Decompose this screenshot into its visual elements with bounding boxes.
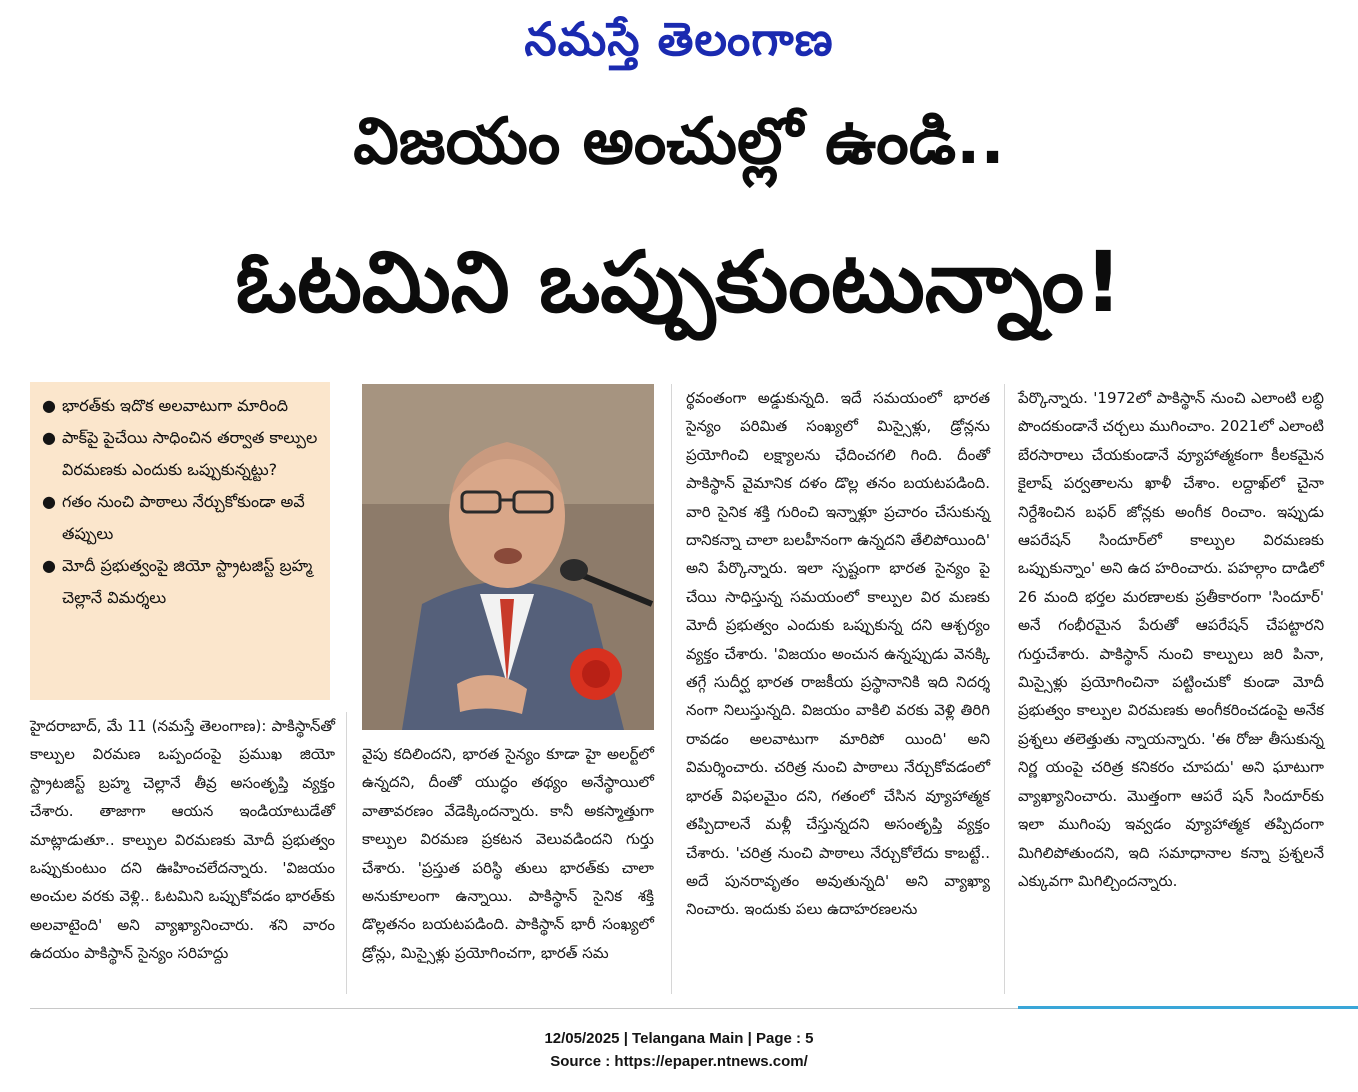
- headline-line-1: విజయం అంచుల్లో ఉండి..: [353, 105, 1005, 179]
- highlight-item: [42, 550, 324, 614]
- article-column-1: [30, 712, 335, 968]
- highlights-box: [30, 382, 330, 700]
- bullet-icon: ●: [42, 428, 56, 447]
- article-text: పేర్కొన్నారు. '1972లో పాకిస్థాన్ నుంచి ఎలాంటి లబ్ధి పొందకుండానే చర్చలు ముగించాం. 2021లో ఎలాంటి బేరసారాలు చేయకుండానే వ్యూహాత్మకంగా కీలకమైన కైలాష్ పర్వతాలను ఖాళీ చేశాం. లద్దాఖ్‌లో చైనా నిర్దేశించిన బఫర్ జోన్లకు అంగీక రించాం. ఇప్పుడు ఆపరేషన్ సిందూర్‌లో కాల్పుల విరమణకు ఒప్పుకున్నాం' అని ఉద హరించారు. పహల్గాం దాడిలో 26 మంది భర్తల మరణాలకు ప్రతీకారంగా 'సిందూర్' అనే గంభీరమైన పేరుతో ఆపరేషన్ చేపట్టారని గుర్తుచేశారు. పాకిస్థాన్ నుంచి కాల్పులు జరి పినా, మిస్సైళ్లు ప్రయోగించినా పట్టించుకో కుండా మోదీ ప్రభుత్వం కాల్పుల విరమణకు అంగీకరించడంపై అనేక ప్రశ్నలు తలెత్తుతు న్నాయన్నారు. 'ఈ రోజు తీసుకున్న నిర్ణ యంపై చరిత్ర కనికరం చూపదు' అని ఘాటుగా వ్యాఖ్యానించారు. మొత్తంగా ఆపరే షన్ సిందూర్‌కు ఇలా ముగింపు ఇవ్వడం వ్యూహాత్మక తప్పిదంగా మిగిలిపోతుందని, ఇది సమాధానాల కన్నా ప్రశ్నలనే ఎక్కువగా మిగిల్చిందన్నారు.: [1018, 389, 1324, 890]
- article-text: వైపు కదిలిందని, భారత సైన్యం కూడా హై అలర్ట్‌లో ఉన్నదని, దీంతో యుద్ధం తథ్యం అనేస్థాయిలో వాతావరణం వేడెక్కిందన్నారు. కానీ అకస్మాత్తుగా కాల్పుల విరమణ ప్రకటన వెలువడిందని గుర్తు చేశారు. 'ప్రస్తుత పరిస్థి తులు భారత్‌కు చాలా అనుకూలంగా ఉన్నాయి. పాకిస్థాన్ సైనిక శక్తి డొల్లతనం బయటపడింది. పాకిస్థాన్ భారీ సంఖ్యలో డ్రోన్లు, మిస్సైళ్లు ప్రయోగించగా, భారత్ సమ: [362, 745, 654, 962]
- masthead-logo: నమస్తే తెలంగాణ: [524, 12, 834, 66]
- footer-edition-info: 12/05/2025 | Telangana Main | Page : 5: [544, 1030, 814, 1047]
- highlight-item: [42, 486, 324, 550]
- footer-accent-bar: [1018, 1006, 1358, 1009]
- column-divider: [671, 384, 672, 994]
- headline-line-2: ఓటమిని ఒప్పుకుంటున్నాం!: [235, 233, 1123, 331]
- highlight-text: గతం నుంచి పాఠాలు నేర్చుకోకుండా అవే తప్పులు: [62, 492, 305, 543]
- footer-source-link[interactable]: Source : https://epaper.ntnews.com/: [550, 1053, 808, 1070]
- highlight-text: భారత్‌కు ఇదొక అలవాటుగా మారింది: [62, 396, 289, 415]
- article-column-2: [362, 740, 654, 967]
- highlight-text: పాక్‌పై పైచేయి సాధించిన తర్వాత కాల్పుల విరమణకు ఎందుకు ఒప్పుకున్నట్టు?: [62, 428, 318, 479]
- bullet-icon: ●: [42, 556, 56, 575]
- bullet-icon: ●: [42, 492, 56, 511]
- article-text: హైదరాబాద్, మే 11 (నమస్తే తెలంగాణ): పాకిస్థాన్‌తో కాల్పుల విరమణ ఒప్పందంపై ప్రముఖ జియో స్ట్రాటజిస్ట్ బ్రహ్మ చెల్లానే తీవ్ర అసంతృప్తి వ్యక్తం చేశారు. తాజాగా ఆయన ఇండియాటుడేతో మాట్లాడుతూ.. కాల్పుల విరమణకు మోదీ ప్రభుత్వం ఒప్పుకుంటుం దని ఊహించలేదన్నారు. 'విజయం అంచుల వరకు వెళ్లి.. ఓటమిని ఒప్పుకోవడం భారత్‌కు అలవాటైంది' అని వ్యాఖ్యానించారు. శని వారం ఉదయం పాకిస్థాన్ సైన్యం సరిహద్దు: [30, 717, 335, 963]
- highlight-text: మోదీ ప్రభుత్వంపై జియో స్ట్రాటజిస్ట్ బ్రహ్మ చెల్లానే విమర్శలు: [62, 556, 313, 607]
- speaker-illustration: [362, 384, 654, 730]
- bullet-icon: ●: [42, 396, 56, 415]
- highlight-item: [42, 390, 324, 422]
- article-column-3: [686, 384, 990, 924]
- column-divider: [1004, 384, 1005, 994]
- article-text: ర్థవంతంగా అడ్డుకున్నది. ఇదే సమయంలో భారత సైన్యం పరిమిత సంఖ్యలో మిస్సైళ్లు, డ్రోన్లను ప్రయోగించి లక్ష్యాలను ఛేదించగలి గింది. దీంతో పాకిస్థాన్ వైమానిక దళం డొల్ల తనం బయటపడింది. వారి సైనిక శక్తి గురించి ఇన్నాళ్లూ ప్రచారం చేసుకున్న దానికన్నా చాలా బలహీనంగా ఉన్నదని తేలిపోయింది' అని పేర్కొన్నారు. ఇలా స్పష్టంగా భారత సైన్యం పై చేయి సాధిస్తున్న సమయంలో కాల్పుల విర మణకు మోదీ ప్రభుత్వం ఎందుకు ఒప్పుకున్న దని ఆశ్చర్యం వ్యక్తం చేశారు. 'విజయం అంచున ఉన్నప్పుడు వెనక్కి తగ్గే సుదీర్ఘ భారత రాజకీయ ప్రస్థానానికి ఇది నిదర్శ నంగా నిలుస్తున్నది. విజయం వాకిలి వరకు వెళ్లి తిరిగి రావడం అలవాటుగా మారిపో యింది' అని విమర్శించారు. చరిత్ర నుంచి పాఠాలు నేర్చుకోవడంలో భారత్ విఫలమైం దని, గతంలో చేసిన వ్యూహాత్మక తప్పిదాలనే మళ్లీ చేస్తున్నదని అసంతృప్తి వ్యక్తం చేశారు. 'చరిత్ర నుంచి పాఠాలు నేర్చుకోలేదు కాబట్టే.. అదే పునరావృతం అవుతున్నది' అని వ్యాఖ్యా నించారు. ఇందుకు పలు ఉదాహరణలను: [686, 389, 990, 919]
- highlight-item: [42, 422, 324, 486]
- speaker-photo: [362, 384, 654, 730]
- article-column-4: [1018, 384, 1324, 895]
- column-divider: [346, 712, 347, 994]
